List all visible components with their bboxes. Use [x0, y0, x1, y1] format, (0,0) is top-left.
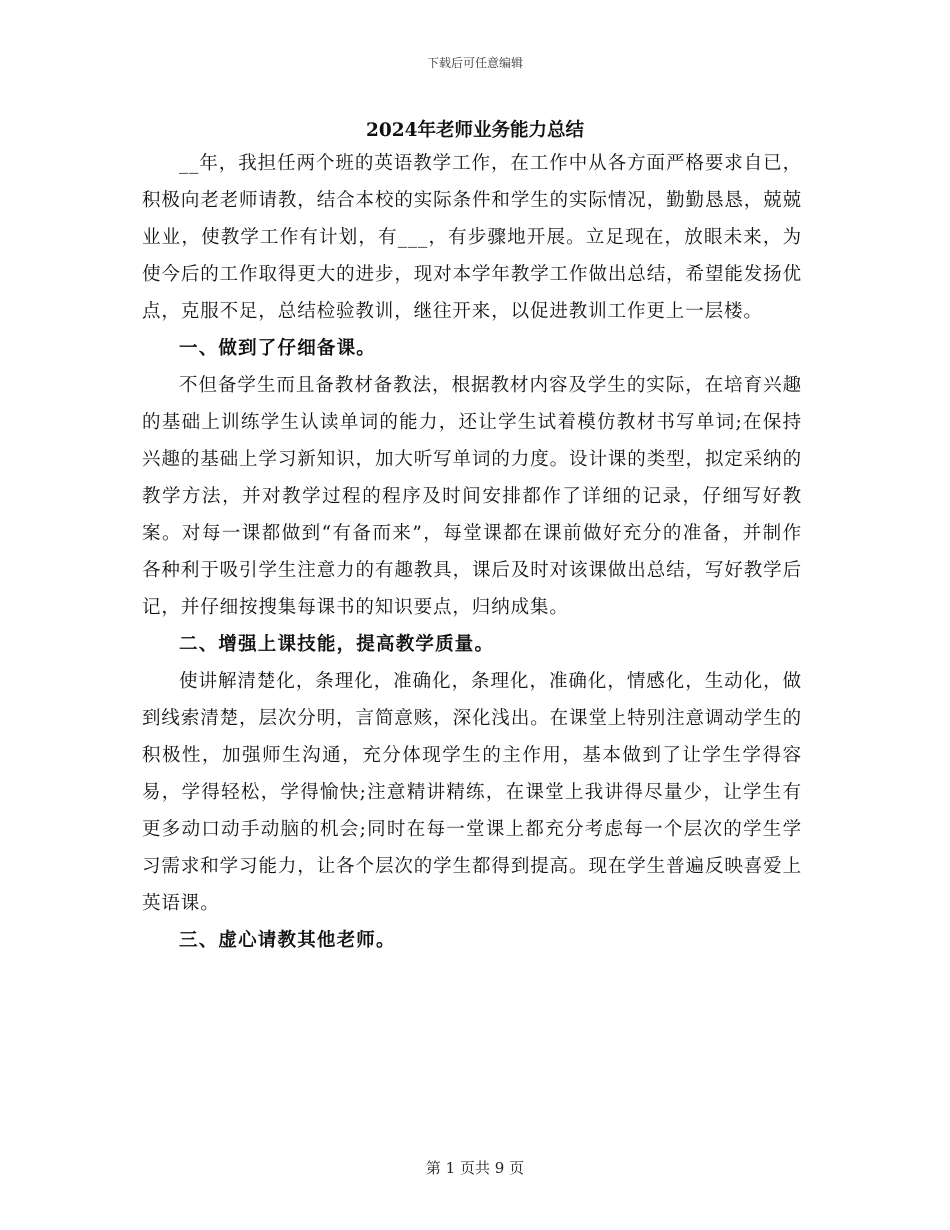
document-body [142, 145, 802, 959]
section-heading-3: 三、虚心请教其他老师。 [179, 930, 396, 951]
section-heading-2: 二、增强上课技能，提高教学质量。 [179, 634, 495, 655]
section-heading-1: 一、做到了仔细备课。 [179, 338, 377, 359]
intro-paragraph: __年，我担任两个班的英语教学工作，在工作中从各方面严格要求自已，积极向老老师请教，结合本校的实际条件和学生的实际情况，勤勤恳恳，兢兢业业，使教学工作有计划，有___，有步骤地开展。立足现在，放眼未来，为使今后的工作取得更大的进步，现对本学年教学工作做出总结，希望能发扬优点，克服不足，总结检验教训，继往开来，以促进教训工作更上一层楼。 [142, 153, 802, 322]
section-paragraph-1: 不但备学生而且备教材备教法，根据教材内容及学生的实际，在培育兴趣的基础上训练学生认读单词的能力，还让学生试着模仿教材书写单词;在保持兴趣的基础上学习新知识，加大听写单词的力度。设计课的类型，拟定采纳的教学方法，并对教学过程的程序及时间安排都作了详细的记录，仔细写好教案。对每一课都做到“有备而来”，每堂课都在课前做好充分的准备，并制作各种利于吸引学生注意力的有趣教具，课后及时对该课做出总结，写好教学后记，并仔细按搜集每课书的知识要点，归纳成集。 [142, 375, 802, 618]
page-header: 下载后可任意编辑 [426, 56, 523, 70]
section-paragraph-2: 使讲解清楚化，条理化，准确化，条理化，准确化，情感化，生动化，做到线索清楚，层次分明，言简意赅，深化浅出。在课堂上特别注意调动学生的积极性，加强师生沟通，充分体现学生的主作用，基本做到了让学生学得容易，学得轻松，学得愉快;注意精讲精练，在课堂上我讲得尽量少，让学生有更多动口动手动脑的机会;同时在每一堂课上都充分考虑每一个层次的学生学习需求和学习能力，让各个层次的学生都得到提高。现在学生普遍反映喜爱上英语课。 [142, 671, 802, 914]
page-footer: 第 1 页共 9 页 [425, 1159, 525, 1177]
document-title: 2024年老师业务能力总结 [366, 120, 584, 141]
